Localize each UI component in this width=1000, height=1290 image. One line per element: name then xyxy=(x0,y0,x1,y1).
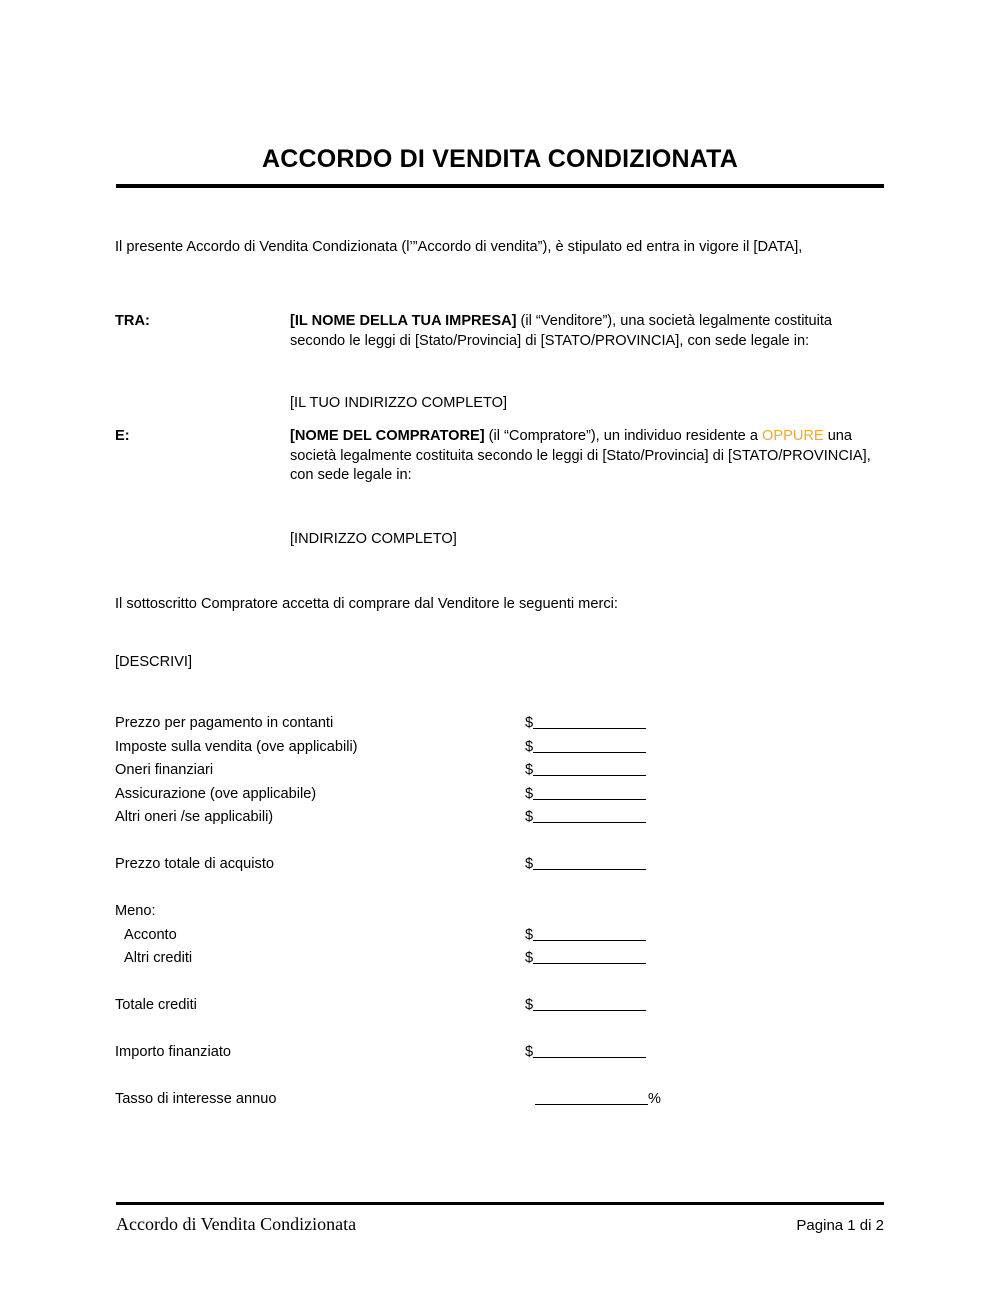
amount-label: Prezzo totale di acquisto xyxy=(115,856,274,872)
party-seller xyxy=(115,312,885,411)
amount-label: Altri crediti xyxy=(124,950,193,966)
amount-blank-line[interactable] xyxy=(533,950,646,964)
currency-symbol: $ xyxy=(525,715,534,731)
amount-value-field[interactable] xyxy=(525,736,646,760)
amount-value-field[interactable] xyxy=(525,853,646,877)
party-buyer xyxy=(115,427,885,547)
currency-symbol: $ xyxy=(525,809,534,825)
party-seller-address: [IL TUO INDIRIZZO COMPLETO] xyxy=(290,395,508,411)
amount-label: Oneri finanziari xyxy=(115,762,214,778)
party-buyer-address: [INDIRIZZO COMPLETO] xyxy=(290,531,457,547)
party-buyer-body xyxy=(290,427,885,486)
footer-divider xyxy=(116,1202,884,1205)
amount-blank-line[interactable] xyxy=(533,809,646,823)
intro-paragraph: Il presente Accordo di Vendita Condizionata (l’”Accordo di vendita”), è stipulato ed entra in vigore il [DATA], xyxy=(115,239,803,255)
goods-placeholder: [DESCRIVI] xyxy=(115,654,193,670)
amount-row xyxy=(115,759,715,783)
amount-row xyxy=(115,783,715,807)
amount-label: Totale crediti xyxy=(115,997,197,1013)
amount-row xyxy=(115,806,715,830)
amount-blank-line[interactable] xyxy=(533,715,646,729)
amount-blank-line[interactable] xyxy=(533,786,646,800)
title-divider xyxy=(116,184,884,188)
currency-symbol: $ xyxy=(525,950,534,966)
party-buyer-alternative: OPPURE xyxy=(762,428,824,444)
amount-value-field[interactable] xyxy=(525,759,646,783)
amounts-list xyxy=(115,712,715,1112)
party-seller-name: [IL NOME DELLA TUA IMPRESA] xyxy=(290,313,517,329)
amount-row xyxy=(115,736,715,760)
amount-label: Meno: xyxy=(115,903,156,919)
amount-row xyxy=(115,924,715,948)
amount-value-field[interactable] xyxy=(525,1041,646,1065)
amount-blank-line[interactable] xyxy=(533,856,646,870)
amount-row xyxy=(115,947,715,971)
party-seller-body xyxy=(290,312,885,351)
amount-row xyxy=(115,900,715,924)
currency-symbol: $ xyxy=(525,785,534,802)
currency-symbol: $ xyxy=(525,997,534,1013)
percent-value-field[interactable] xyxy=(525,1088,661,1112)
amount-blank-line[interactable] xyxy=(533,739,646,753)
party-buyer-description-before: (il “Compratore”), un individuo residente a xyxy=(484,428,762,444)
percent-symbol: % xyxy=(648,1091,661,1107)
amount-value-field[interactable] xyxy=(525,712,646,736)
amount-row xyxy=(115,994,715,1018)
percent-blank-line[interactable] xyxy=(535,1091,648,1105)
amount-label: Importo finanziato xyxy=(115,1044,232,1060)
party-buyer-name: [NOME DEL COMPRATORE] xyxy=(290,428,485,444)
footer-document-name: Accordo di Vendita Condizionata xyxy=(116,1214,357,1234)
currency-symbol: $ xyxy=(525,762,534,778)
currency-symbol: $ xyxy=(525,856,534,872)
currency-symbol: $ xyxy=(525,738,534,755)
currency-symbol: $ xyxy=(525,926,534,943)
goods-lead-in: Il sottoscritto Compratore accetta di comprare dal Venditore le seguenti merci: xyxy=(115,596,618,612)
amount-label: Acconto xyxy=(124,926,177,943)
amount-label: Prezzo per pagamento in contanti xyxy=(115,715,334,731)
amount-value-field[interactable] xyxy=(525,994,646,1018)
amount-row xyxy=(115,1088,715,1112)
party-buyer-description-after: una società legalmente costituita secondo le leggi di [Stato/Provincia] di [STATO/PROVINCIA], con sede legale in: xyxy=(290,428,871,483)
amount-value-field[interactable] xyxy=(525,924,646,948)
amount-blank-line[interactable] xyxy=(533,927,646,941)
amount-value-field[interactable] xyxy=(525,806,646,830)
amount-label: Tasso di interesse annuo xyxy=(115,1091,277,1107)
amount-label: Assicurazione (ove applicabile) xyxy=(115,785,317,802)
amount-label: Imposte sulla vendita (ove applicabili) xyxy=(115,738,358,755)
amount-blank-line[interactable] xyxy=(533,997,646,1011)
amount-value-field[interactable] xyxy=(525,947,646,971)
amount-blank-line[interactable] xyxy=(533,762,646,776)
amount-row xyxy=(115,853,715,877)
party-seller-description: (il “Venditore”), una società legalmente costituita secondo le leggi di [Stato/Provincia] di [STATO/PROVINCIA], con sede legale in: xyxy=(290,313,833,349)
currency-symbol: $ xyxy=(525,1044,534,1060)
amount-value-field[interactable] xyxy=(525,783,646,807)
footer-page-number: Pagina 1 di 2 xyxy=(796,1217,884,1234)
amount-row xyxy=(115,712,715,736)
amount-label: Altri oneri /se applicabili) xyxy=(115,809,274,825)
party-buyer-label: E: xyxy=(115,428,130,444)
amount-row xyxy=(115,1041,715,1065)
party-seller-label: TRA: xyxy=(115,313,150,329)
page-title: ACCORDO DI VENDITA CONDIZIONATA xyxy=(261,145,739,173)
amount-blank-line[interactable] xyxy=(533,1044,646,1058)
